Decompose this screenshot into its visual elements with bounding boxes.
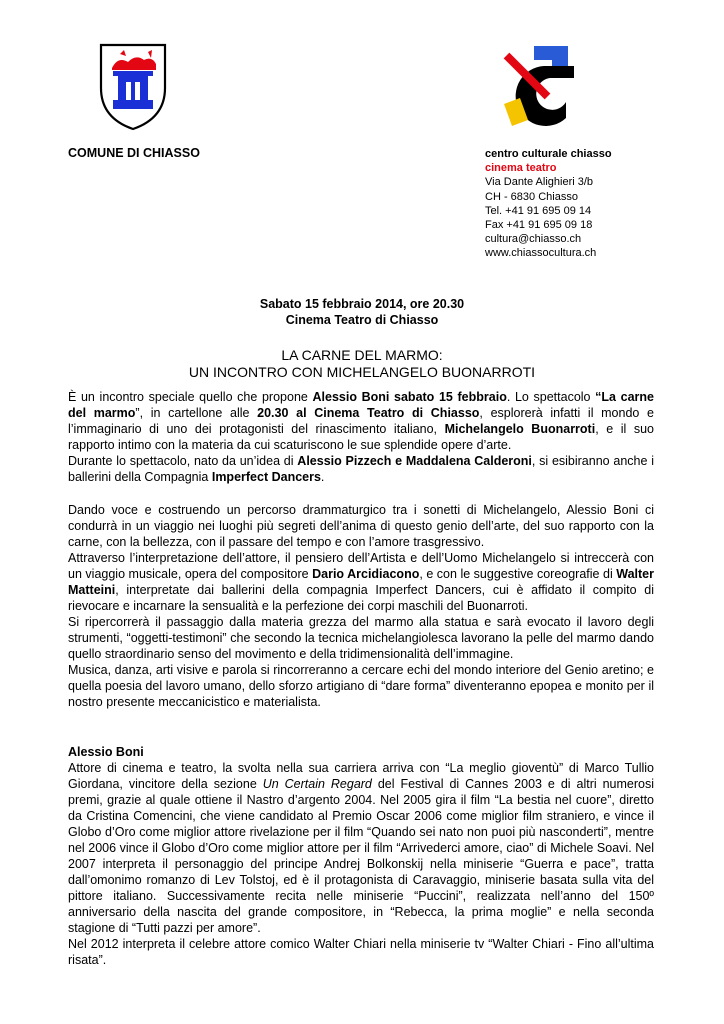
bio-paragraph-2: Nel 2012 interpreta il celebre attore comico Walter Chiari nella miniserie tv “Walter Chiari - Fino all’ultima risata”. bbox=[68, 937, 654, 967]
bio-section bbox=[68, 744, 654, 968]
event-venue: Cinema Teatro di Chiasso bbox=[285, 313, 439, 327]
title-line-2: UN INCONTRO CON MICHELANGELO BUONARROTI bbox=[188, 364, 536, 380]
centro-culturale-logo-icon bbox=[500, 44, 586, 130]
text-span: , esplorerà infatti il mondo e l’immaginario di uno dei protagonisti del rinascimento italiano, bbox=[68, 406, 654, 436]
contact-tel: Tel. +41 91 695 09 14 bbox=[485, 204, 592, 217]
contact-fax: Fax +41 91 695 09 18 bbox=[485, 219, 593, 232]
comune-name: COMUNE DI CHIASSO bbox=[68, 146, 200, 160]
text-span: Durante lo spettacolo, nato da un’idea di bbox=[68, 454, 298, 468]
contact-org: centro culturale chiasso bbox=[485, 148, 612, 160]
text-span: Attraverso l’interpretazione dell’attore, il pensiero dell’Artista e dell’Uomo Michelangelo si intreccerà con un viaggio musicale, opera del compositore bbox=[68, 551, 654, 581]
text-span: ”, in cartellone alle bbox=[135, 406, 258, 420]
description-paragraph-3: Si ripercorrerà il passaggio dalla materia grezza del marmo alla statua e sarà evocato il lavoro degli strumenti, “oggetti-testimoni” che secondo la tecnica michelangiolesca lavorano la pelle del marmo dando quello straordinario senso del movimento e della tridimensionalità dell’immagine. bbox=[68, 615, 654, 661]
text-span: , si esibiranno anche i ballerini della Compagnia bbox=[68, 454, 654, 484]
text-span: È un incontro speciale quello che propone bbox=[68, 390, 313, 404]
text-span: , e il suo rapporto intimo con la materia da cui scaturiscono le sue splendide opere d’arte. bbox=[68, 422, 654, 452]
bio-paragraph-1 bbox=[68, 760, 654, 936]
text-span: , interpretate dai ballerini della compagnia Imperfect Dancers, cui è affidato il compito di rievocare e incarnare la sensualità e la perfezione dei corpi maschili del Buonarroti. bbox=[68, 583, 654, 613]
text-span: Attore di cinema e teatro, la svolta nella sua carriera arriva con “La meglio gioventù” di Marco Tullio Giordana, vincitore della sezione bbox=[68, 761, 654, 791]
intro-section bbox=[68, 389, 654, 485]
bold-span: Imperfect Dancers bbox=[211, 470, 321, 484]
text-span: , e con le suggestive coreografie di bbox=[419, 567, 617, 581]
description-paragraph-1: Dando voce e costruendo un percorso drammaturgico tra i sonetti di Michelangelo, Alessio Boni ci condurrà in un viaggio nei luoghi più segreti dell’anima di questo genio dell’arte, del suo rapporto con la carne, con la bellezza, con il passare del tempo e con l’amore trasgressivo. bbox=[68, 503, 654, 549]
page-title bbox=[0, 347, 724, 381]
bold-span: Michelangelo Buonarroti bbox=[444, 422, 596, 436]
contact-email: cultura@chiasso.ch bbox=[485, 233, 582, 246]
text-span: . Lo spettacolo bbox=[506, 390, 596, 404]
bold-span: Dario Arcidiacono bbox=[312, 567, 420, 581]
bold-span: 20.30 al Cinema Teatro di Chiasso bbox=[257, 406, 480, 420]
italic-span: Un Certain Regard bbox=[262, 777, 372, 791]
bold-span: “La carne del marmo bbox=[68, 390, 654, 420]
event-date: Sabato 15 febbraio 2014, ore 20.30 bbox=[259, 297, 465, 311]
contact-web: www.chiassocultura.ch bbox=[485, 247, 597, 260]
bold-span: Alessio Boni sabato 15 febbraio bbox=[312, 390, 507, 404]
contact-venue: cinema teatro bbox=[485, 162, 557, 175]
title-line-1: LA CARNE DEL MARMO: bbox=[281, 347, 443, 363]
bold-span: e bbox=[391, 454, 406, 468]
bio-heading-text: Alessio Boni bbox=[68, 745, 144, 759]
bold-span: Alessio Pizzech bbox=[297, 454, 392, 468]
description-paragraph-2 bbox=[68, 550, 654, 614]
contact-block bbox=[485, 147, 612, 261]
bio-heading bbox=[68, 744, 654, 760]
intro-paragraph-2 bbox=[68, 453, 654, 485]
text-span: del Festival di Cannes 2003 e di altri numerosi premi, grazie al quale ottiene il Nastro d’argento 2004. Nel 2005 gira il film “La bestia nel cuore”, diretto da Cristina Comencini, che viene candidato al Premio Oscar 2006 come miglior film straniero, e vince il Globo d’Oro come miglior attore rivelazione per il film “Quando sei nato non puoi più nasconderti”, mentre nel 2006 vince il Globo d’Oro come miglior attore per il film “Arrivederci amore, ciao” di Michele Soavi. Nel 2007 interpreta il personaggio del principe Andrej Bolkonskij nella miniserie “Guerra e pace”, tratta dall’omonimo romanzo di Lev Tolstoj, ed è il protagonista di Caravaggio, miniserie basata sulla vita del pittore italiano. Successivamente recita nelle miniserie “Puccini”, realizzata nell’anno del 150º anniversario della nascita del grande compositore, in “Rebecca, la prima moglie” e nella seconda stagione di “Tutti pazzi per amore”. bbox=[68, 777, 655, 935]
chiasso-crest-icon bbox=[98, 42, 168, 132]
description-section bbox=[68, 502, 654, 710]
contact-address-1: Via Dante Alighieri 3/b bbox=[485, 176, 594, 189]
bold-span: Walter Matteini bbox=[68, 567, 654, 597]
intro-paragraph-1 bbox=[68, 389, 654, 453]
event-info bbox=[0, 296, 724, 328]
text-span: . bbox=[320, 470, 325, 484]
bold-span: Maddalena Calderoni bbox=[405, 454, 532, 468]
contact-address-2: CH - 6830 Chiasso bbox=[485, 190, 578, 203]
description-paragraph-4: Musica, danza, arti visive e parola si rincorreranno a cercare echi del mondo interiore del Genio aretino; e quella poesia del lavoro umano, dello sforzo artigiano di “dare forma” diventeranno epopea e monito per il nostro presente meccanicistico e materialista. bbox=[68, 663, 654, 709]
